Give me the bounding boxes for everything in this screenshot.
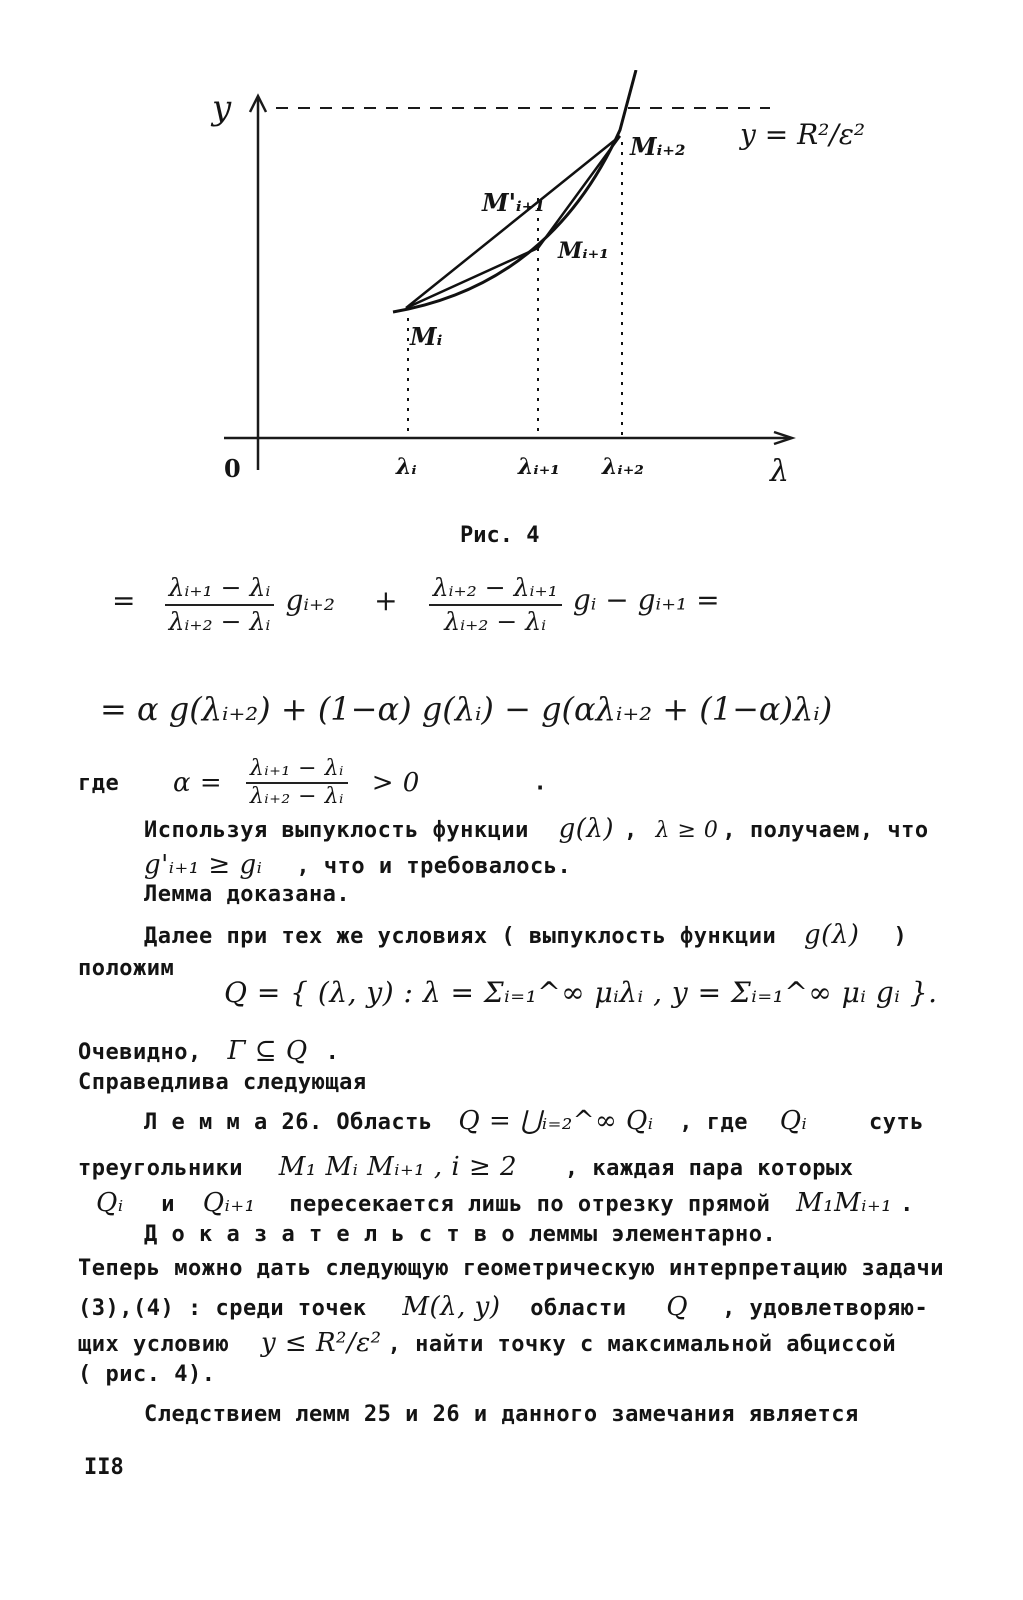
math-set-q: Q = { (λ, y) : λ = Σᵢ₌₁^∞ μᵢλᵢ , y = Σᵢ₌₁^∞ μᵢ gᵢ }. [223,976,938,1009]
math-y-bound: y ≤ R²/ε² [260,1328,382,1358]
asymptote-label: y = R²/ε² [740,118,866,151]
where-word: где [78,770,120,796]
l1c: , получаем, что [722,818,929,843]
formula-1-fraction-1 [165,572,275,638]
l13b: области [530,1296,627,1321]
formula-1-term-1: gᵢ₊₂ [285,583,336,617]
math-qi1: Qᵢ₊₁ [202,1188,256,1218]
math-g-lambda: g(λ) [558,814,615,844]
math-region-q: Q [666,1292,689,1322]
text-line-14 [78,1328,896,1358]
l14b: , найти точку с максимальной абциссой [387,1332,897,1357]
chord-mi-mi2 [406,136,620,308]
tick-label-lambda-i2: λᵢ₊₂ [602,454,644,480]
text-line-3: Лемма доказана. [144,882,351,907]
l9b: , каждая пара которых [564,1156,854,1181]
l8b: , где [679,1110,748,1135]
text-line-10 [96,1188,914,1218]
math-m1-mi1: M₁Mᵢ₊₁ [796,1188,893,1218]
point-label-mi1: Mᵢ₊₁ [558,238,609,264]
l6a: Очевидно, [78,1040,202,1065]
text-line-1 [144,814,929,844]
math-triangles: M₁ Mᵢ Mᵢ₊₁ , i ≥ 2 [278,1152,518,1182]
l10c: . [900,1192,914,1217]
page-number: II8 [84,1455,124,1480]
math-g-lambda-2: g(λ) [804,920,860,950]
point-label-mi2: Mᵢ₊₂ [630,132,686,161]
l4b: ) [893,924,908,949]
alpha-rhs: > 0 [371,768,420,798]
formula-1-frac2-den: λᵢ₊₂ − λᵢ [444,607,547,636]
math-lambda-ge-0: λ ≥ 0 [655,818,719,843]
l14a: щих условию [78,1332,230,1357]
formula-1-plus: + [374,583,398,617]
l1b: , [624,818,638,843]
point-label-mi: Mᵢ [410,322,443,351]
formula-1-frac1-num: λᵢ₊₁ − λᵢ [165,572,275,606]
text-line-5 [78,956,938,1009]
text-line-4 [144,920,907,950]
l6b: . [325,1040,340,1065]
l8a: Л е м м а 26. Область [144,1110,433,1135]
l4a: Далее при тех же условиях ( выпуклость функции [144,924,777,949]
text-line-13 [78,1292,928,1322]
l5a: положим [78,956,175,981]
math-point-m: M(λ, y) [402,1292,501,1322]
figure-4 [200,70,900,500]
chord-mi-mi1 [406,248,538,308]
tick-label-lambda-i: λᵢ [396,454,417,480]
origin-label: 0 [224,454,241,483]
formula-1-frac2-num: λᵢ₊₂ − λᵢ₊₁ [429,572,562,606]
l13a: (3),(4) : среди точек [78,1296,367,1321]
math-qi-2: Qᵢ [96,1188,124,1218]
text-line-2 [144,850,571,880]
alpha-end: . [533,770,548,796]
math-g-prime-ineq: g'ᵢ₊₁ ≥ gᵢ [144,850,263,880]
tick-label-lambda-i1: λᵢ₊₁ [518,454,560,480]
text-line-6 [78,1036,339,1066]
text-line-12: Теперь можно дать следующую геометрическую интерпретацию задачи [78,1256,944,1281]
alpha-den: λᵢ₊₂ − λᵢ [249,784,344,809]
math-qi: Qᵢ [779,1106,808,1136]
alpha-fraction [246,756,348,810]
text-line-15: ( рис. 4). [78,1362,216,1387]
text-line-11: Д о к а з а т е л ь с т в о леммы элементарно. [144,1222,777,1247]
x-axis-label: λ [770,454,790,489]
formula-1 [112,572,720,638]
l9a: треугольники [78,1156,243,1181]
formula-1-fraction-2 [429,572,562,638]
where-line [78,756,547,810]
alpha-num: λᵢ₊₁ − λᵢ [246,756,348,784]
y-axis-label: y [212,88,232,128]
text-line-8 [144,1106,924,1136]
math-gamma-subset-q: Γ ⊆ Q [227,1036,308,1066]
formula-1-term-2: gᵢ − gᵢ₊₁ = [572,583,720,617]
l10b: пересекается лишь по отрезку прямой [289,1192,771,1217]
formula-2: = α g(λᵢ₊₂) + (1−α) g(λᵢ) − g(αλᵢ₊₂ + (1−α)λᵢ) [100,690,833,728]
l13c: , удовлетворяю- [722,1296,929,1321]
text-line-16: Следствием лемм 25 и 26 и данного замечания является [144,1402,859,1427]
point-label-mi1-prime: M'ᵢ₊₁ [482,188,545,217]
text-line-9 [78,1152,854,1182]
formula-1-lead: = [112,583,136,617]
l2b: , что и требовалось. [296,854,572,879]
formula-1-frac1-den: λᵢ₊₂ − λᵢ [168,607,271,636]
math-q-union: Q = ⋃ᵢ₌₂^∞ Qᵢ [458,1106,654,1136]
l1a: Используя выпуклость функции [144,818,529,843]
l8c: суть [869,1110,925,1135]
l10a: и [161,1192,176,1217]
figure-caption: Рис. 4 [460,523,540,548]
text-line-7: Справедлива следующая [78,1070,367,1095]
alpha-lhs: α = [173,768,223,798]
